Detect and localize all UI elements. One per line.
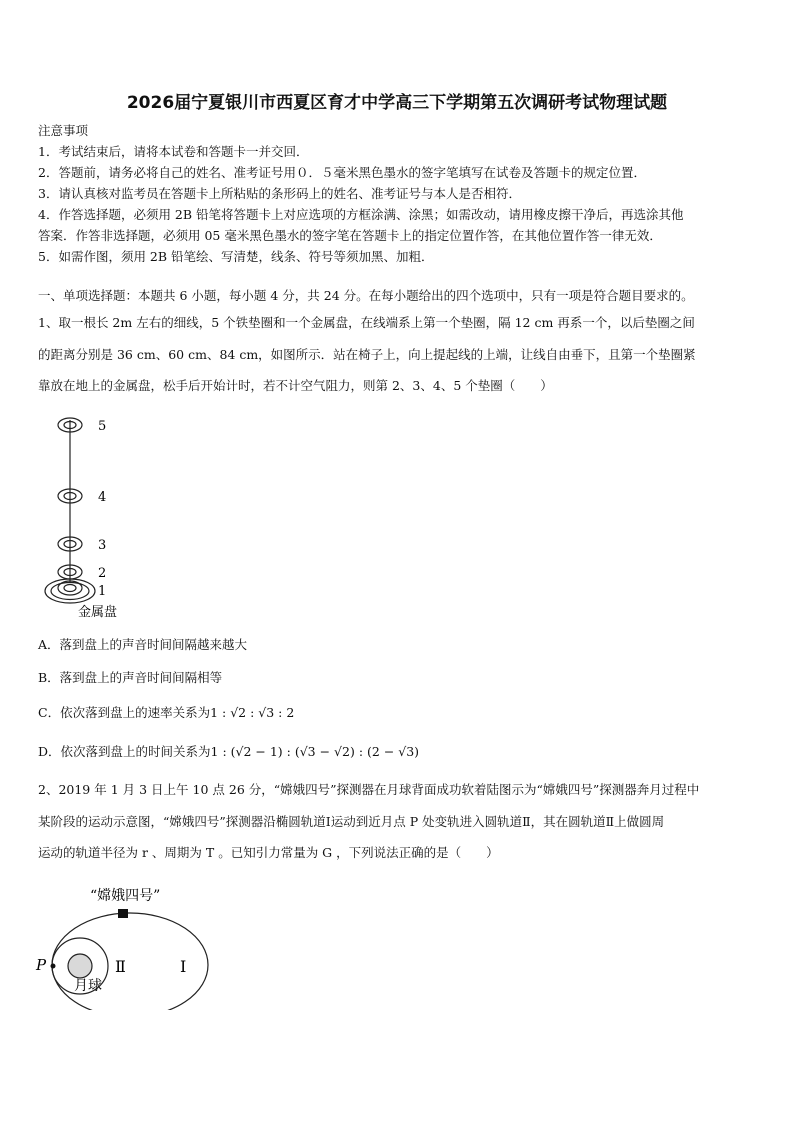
q1-washer-figure (38, 410, 178, 625)
point-p-marker (51, 964, 56, 969)
section-heading: 一、单项选择题：本题共 6 小题，每小题 4 分，共 24 分。在每小题给出的四个选项中，只有一项是符合题目要求的。 (38, 288, 694, 303)
moon-circle (68, 954, 92, 978)
moon-label: 月球 (74, 978, 102, 994)
orbit-2-label: Ⅱ (115, 957, 126, 976)
q2-orbit-figure (30, 880, 230, 1010)
notes-item: 3．请认真核对监考员在答题卡上所粘贴的条形码上的姓名、准考证号与本人是否相符． (38, 186, 521, 201)
q1-option-b: B．落到盘上的声音时间间隔相等 (38, 670, 223, 685)
washer-label: 4 (98, 490, 107, 505)
washer-label: 3 (98, 538, 107, 553)
notes-item: 答案．作答非选择题，必须用 05 毫米黑色墨水的签字笔在答题卡上的指定位置作答，在其他位置作答一律无效． (38, 228, 662, 243)
q1-line: 的距离分别是 36 cm、60 cm、84 cm，如图所示．站在椅子上，向上提起线的上端，让线自由垂下，且第一个垫圈紧 (38, 347, 696, 362)
washer-label: 2 (98, 566, 107, 581)
washer-label: 5 (98, 419, 107, 434)
q1-line: 靠放在地上的金属盘，松手后开始计时，若不计空气阻力，则第 2、3、4、5 个垫圈（ ） (38, 378, 553, 393)
notes-item: 5．如需作图，须用 2B 铅笔绘、写清楚，线条、符号等须加黑、加粗． (38, 249, 434, 264)
notes-item: 1．考试结束后，请将本试卷和答题卡一并交回． (38, 144, 309, 159)
q1-line: 1、取一根长 2m 左右的细线，5 个铁垫圈和一个金属盘，在线端系上第一个垫圈，隔 12 cm 再系一个，以后垫圈之间 (38, 315, 695, 330)
option-d-math: 1 : (√2 − 1) : (√3 − √2) : (2 − √3) (210, 744, 420, 759)
washer-label: 1 (98, 584, 107, 599)
q1-option-c (38, 703, 294, 721)
q2-line: 运动的轨道半径为 r 、周期为 T 。已知引力常量为 G ，下列说法正确的是（ ） (38, 845, 499, 860)
notes-heading: 注意事项 (38, 123, 89, 138)
point-p-label: P (36, 956, 47, 974)
option-c-math: 1 : √2 : √3 : 2 (210, 705, 295, 720)
q1-option-a: A．落到盘上的声音时间间隔越来越大 (38, 637, 248, 652)
q2-line: 2、2019 年 1 月 3 日上午 10 点 26 分，“嫦娥四号”探测器在月球背面成功软着陆图示为“嫦娥四号”探测器奔月过程中 (38, 782, 700, 797)
orbit-1-label: Ⅰ (180, 957, 187, 976)
option-c-text: C．依次落到盘上的速率关系为 (38, 705, 211, 720)
probe-marker (118, 909, 128, 918)
q1-option-d (38, 742, 419, 760)
q2-line: 某阶段的运动示意图，“嫦娥四号”探测器沿椭圆轨道Ⅰ运动到近月点 P 处变轨进入圆轨道Ⅱ，其在圆轨道Ⅱ上做圆周 (38, 814, 665, 829)
notes-item: 2．答题前，请务必将自己的姓名、准考证号用０．５毫米黑色墨水的签字笔填写在试卷及答题卡的规定位置． (38, 165, 646, 180)
plate-label: 金属盘 (78, 605, 118, 620)
page-title: 2026届宁夏银川市西夏区育才中学高三下学期第五次调研考试物理试题 (126, 93, 668, 113)
probe-label: “嫦娥四号” (90, 888, 161, 904)
notes-section (38, 120, 758, 267)
notes-item: 4．作答选择题，必须用 2B 铅笔将答题卡上对应选项的方框涂满、涂黑；如需改动，请用橡皮擦干净后，再选涂其他 (38, 207, 684, 222)
option-d-text: D．依次落到盘上的时间关系为 (38, 744, 211, 759)
